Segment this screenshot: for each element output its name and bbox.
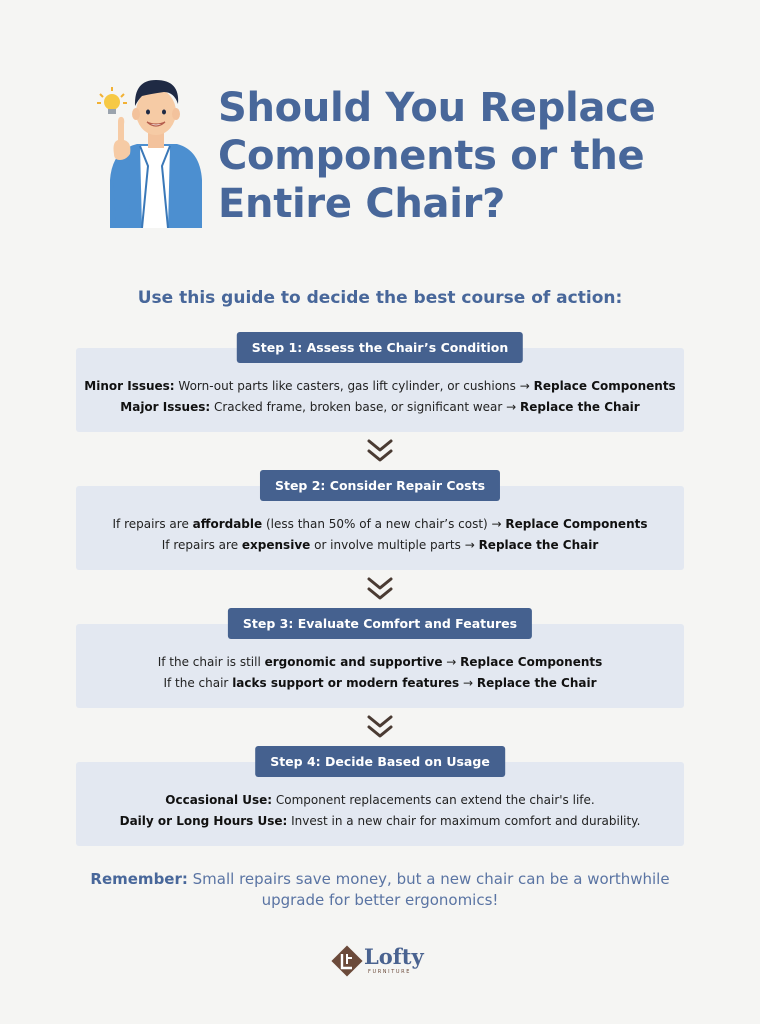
title-line: Should You Replace	[218, 85, 656, 131]
step-line-text: If repairs are	[112, 517, 193, 531]
page-title	[218, 84, 738, 228]
step-line	[76, 652, 684, 673]
step-line-emphasis: lacks support or modern features	[232, 676, 460, 690]
step-line-emphasis: Replace Components	[505, 517, 648, 531]
lofty-logo	[330, 942, 440, 982]
step-line-text: Component replacements can extend the chair's life.	[272, 793, 595, 807]
step-line-text: (less than 50% of a new chair’s cost) →	[262, 517, 506, 531]
logo-tagline: FURNITURE	[368, 969, 411, 975]
step-label: Step 4: Decide Based on Usage	[255, 746, 505, 777]
step-line-emphasis: Minor Issues:	[84, 379, 175, 393]
step-line-emphasis: Replace the Chair	[476, 676, 597, 690]
guide-subtitle: Use this guide to decide the best course of action:	[137, 288, 623, 308]
step-line-emphasis: affordable	[192, 517, 263, 531]
step-content	[76, 790, 684, 832]
double-chevron-down-icon	[366, 576, 394, 602]
title-line: Entire Chair?	[218, 181, 505, 227]
light-bulb-icon	[97, 87, 127, 114]
step-line-emphasis: Major Issues:	[120, 400, 211, 414]
step-line-text: If the chair	[163, 676, 233, 690]
lofty-logo-mark	[330, 944, 364, 978]
step-line-emphasis: Occasional Use:	[165, 793, 273, 807]
step-line-emphasis: Replace the Chair	[520, 400, 640, 414]
step-line-text: If the chair is still	[157, 655, 265, 669]
step-line	[76, 397, 684, 418]
step-line-emphasis: Daily or Long Hours Use:	[119, 814, 288, 828]
step-line	[76, 790, 684, 811]
step-line-text: Worn-out parts like casters, gas lift cylinder, or cushions →	[174, 379, 534, 393]
step-line	[76, 673, 684, 694]
step-line-text: Cracked frame, broken base, or significant wear →	[210, 400, 521, 414]
logo-name: Lofty	[364, 944, 424, 969]
step-line-emphasis: expensive	[241, 538, 311, 552]
step-line	[76, 514, 684, 535]
step-line-text: or involve multiple parts →	[310, 538, 479, 552]
step-content	[76, 652, 684, 694]
step-line-emphasis: Replace the Chair	[478, 538, 599, 552]
step-line	[76, 376, 684, 397]
step-line-text: →	[442, 655, 461, 669]
step-label: Step 1: Assess the Chair’s Condition	[237, 332, 523, 363]
double-chevron-down-icon	[366, 714, 394, 740]
step-line-text: →	[459, 676, 477, 690]
remember-text: Small repairs save money, but a new chair can be a worthwhile	[187, 870, 670, 888]
step-line-emphasis: Replace Components	[533, 379, 676, 393]
step-content	[76, 514, 684, 556]
person-idea-illustration	[92, 70, 212, 228]
remember-label: Remember:	[90, 870, 188, 888]
step-label: Step 3: Evaluate Comfort and Features	[228, 608, 532, 639]
step-label: Step 2: Consider Repair Costs	[260, 470, 500, 501]
step-line-text: Invest in a new chair for maximum comfort and durability.	[287, 814, 641, 828]
step-content	[76, 376, 684, 418]
remember-text: upgrade for better ergonomics!	[261, 891, 499, 909]
double-chevron-down-icon	[366, 438, 394, 464]
remember-note	[0, 869, 760, 911]
step-line	[76, 535, 684, 556]
step-line-text: If repairs are	[161, 538, 242, 552]
step-line-emphasis: ergonomic and supportive	[264, 655, 443, 669]
title-line: Components or the	[218, 133, 645, 179]
step-line-emphasis: Replace Components	[460, 655, 603, 669]
step-line	[76, 811, 684, 832]
